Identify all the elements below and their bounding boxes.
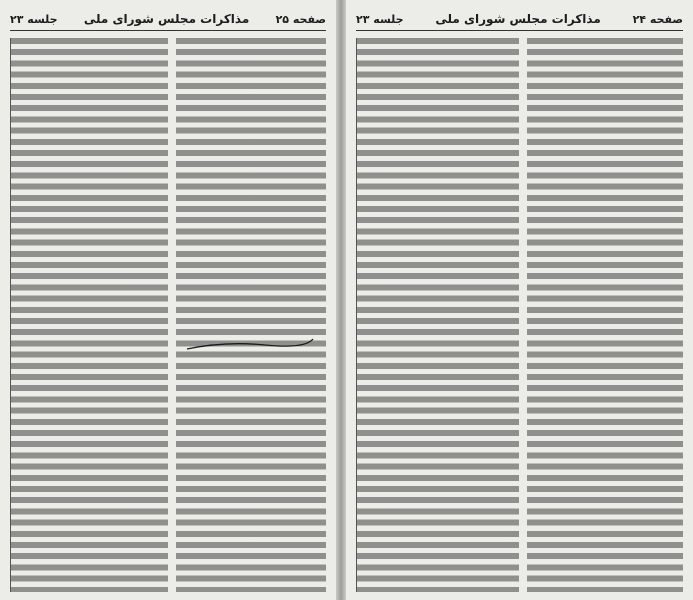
- left-page-column-right: [176, 38, 327, 592]
- right-page-column-right: [527, 38, 683, 592]
- right-page-column-left: [356, 38, 519, 592]
- pen-underline-mark: [185, 335, 315, 355]
- left-page-column-left: [10, 38, 168, 592]
- right-page-columns: [356, 38, 683, 592]
- left-page: [0, 0, 336, 600]
- text-lines: [11, 38, 168, 592]
- left-page-title: مذاکرات مجلس شورای ملی: [83, 12, 250, 26]
- right-page-session: جلسه ۲۳: [356, 12, 404, 26]
- text-lines: [527, 38, 683, 592]
- left-page-columns: [10, 38, 326, 592]
- left-page-session: جلسه ۲۳: [10, 12, 58, 26]
- book-gutter: [336, 0, 346, 600]
- text-lines: [357, 38, 519, 592]
- text-lines: [176, 38, 327, 592]
- left-page-number: صفحه ۲۵: [275, 12, 326, 26]
- right-page-header: [356, 8, 683, 31]
- left-page-header: [10, 8, 326, 31]
- right-page-number: صفحه ۲۴: [632, 12, 683, 26]
- right-page: [346, 0, 693, 600]
- right-page-title: مذاکرات مجلس شورای ملی: [435, 12, 601, 26]
